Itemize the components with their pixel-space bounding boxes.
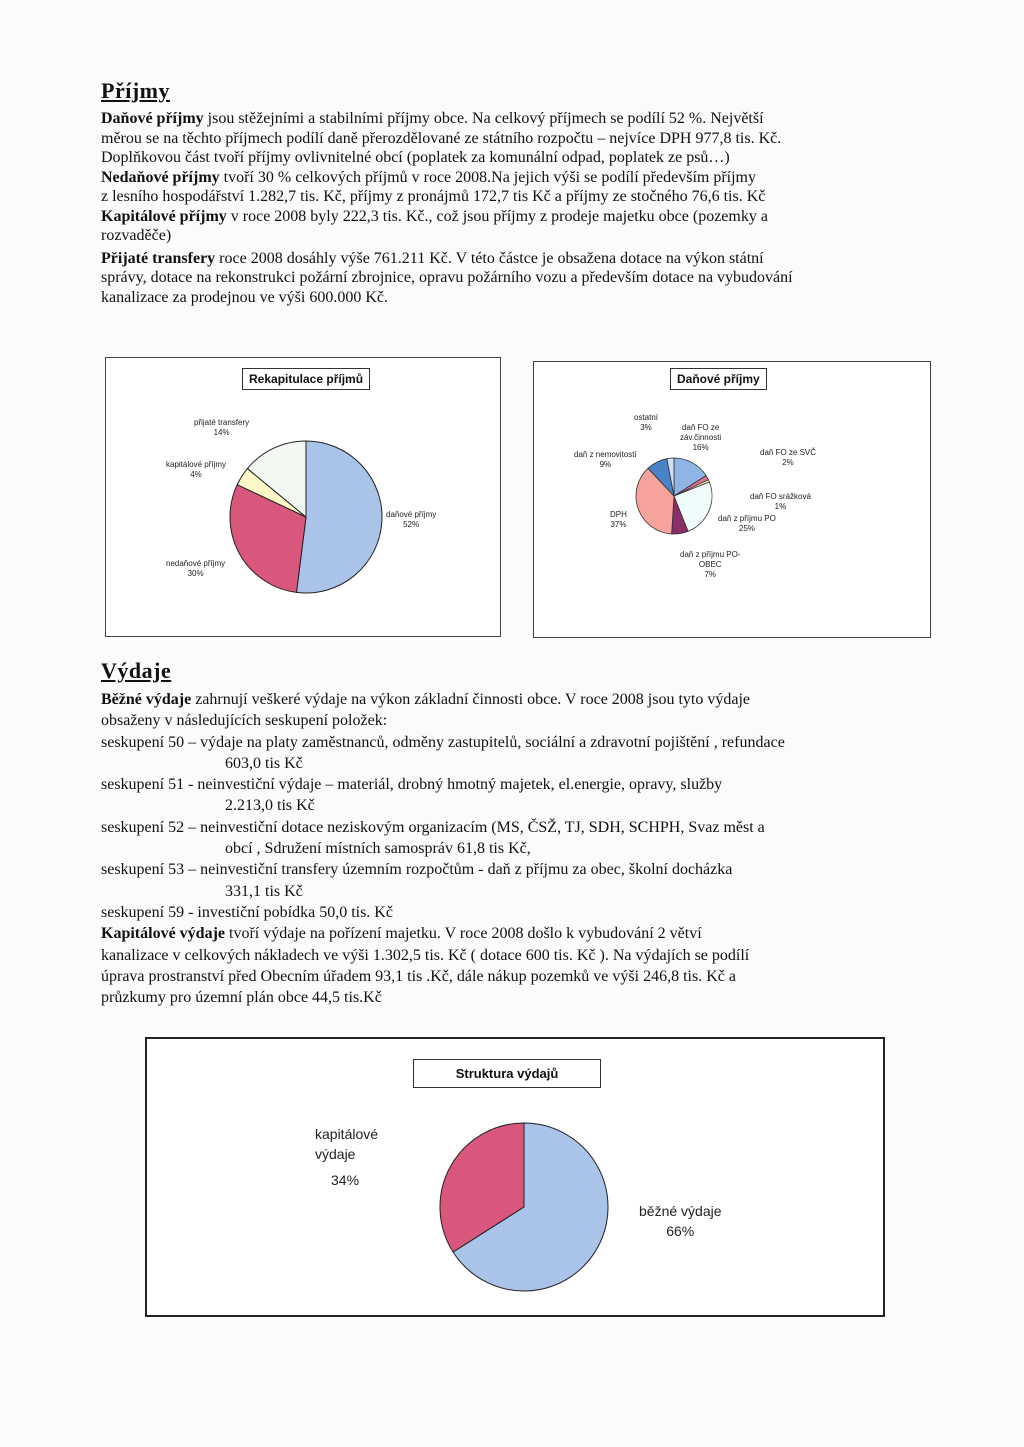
nontax-income-line: z lesního hospodářství 1.282,7 tis. Kč, příjmy z pronájmů 172,7 tis Kč a příjmy ze stočného 76,6 tis. Kč [101,188,766,205]
capital-expenses-label: Kapitálové výdaje [101,925,225,943]
group-59: seskupení 59 - investiční pobídka 50,0 tis. Kč [101,903,393,921]
group-52-amount: obcí , Sdružení místních samospráv 61,8 tis Kč, [225,840,531,858]
slice-label-employment: daň FO ze záv.činnosti 16% [680,423,722,452]
capital-expenses-line: kanalizace v celkových nákladech ve výši 1.302,5 tis. Kč ( dotace 600 tis. Kč ). Na výdajích se podílí [101,946,750,964]
tax-income-label: Daňové příjmy [101,110,204,127]
nontax-income-text: tvoří 30 % celkových příjmů v roce 2008.Na jejich výši se podílí především příjmy [219,168,756,186]
tax-income-text: jsou stěžejními a stabilními příjmy obce. Na celkový příjmech se podílí 52 %. Největší [203,110,764,127]
tax-income-chart [533,361,931,638]
tax-income-line: měrou se na těchto příjmech podílí daně přerozdělované ze státního rozpočtu – nejvíce DPH 977,8 tis. Kč. [101,129,782,147]
income-recap-pie [106,358,500,636]
transfers-line: správy, dotace na rekonstrukci požární zbrojnice, opravu požárního vozu a především dotace na vybudování [101,269,793,286]
slice-label-withholding: daň FO srážková 1% [750,492,811,511]
slice-label-other: ostatní 3% [634,413,659,432]
current-expenses-label: Běžné výdaje [101,691,192,708]
group-52: seskupení 52 – neinvestiční dotace neziskovým organizacím (MS, ČSŽ, TJ, SDH, SCHPH, Svaz měst a [101,818,765,836]
chart-title: Rekapitulace příjmů [242,368,370,390]
capital-expenses-line: průzkumy pro územní plán obce 44,5 tis.Kč [101,989,382,1007]
income-heading: Příjmy [101,78,170,103]
current-expenses-text: zahrnují veškeré výdaje na výkon základní činnosti obce. V roce 2008 jsou tyto výdaje [191,691,751,708]
slice-label-corporate-municipal: daň z příjmu PO- OBEC 7% [680,550,741,579]
tax-income-pie [534,362,930,637]
slice-label-transfers: přijaté transfery 14% [194,418,250,437]
expenses-text [101,689,931,1008]
capital-expenses-text: tvoří výdaje na pořízení majetku. V roce 2008 došlo k vybudování 2 větví [225,925,702,943]
slice-label-corporate: daň z příjmu PO 25% [718,514,776,533]
expenses-heading: Výdaje [101,658,172,683]
group-51-amount: 2.213,0 tis Kč [225,797,315,815]
expenses-structure-pie [147,1039,883,1315]
nontax-income-label: Nedaňové příjmy [101,168,220,186]
capital-expenses-line: úprava prostranství před Obecním úřadem 93,1 tis .Kč, dále nákup pozemků ve výši 246,8 tis. Kč a [101,967,736,985]
slice-label-current-expenses: běžné výdaje 66% [639,1203,722,1239]
transfers-line: kanalizace za prodejnou ve výši 600.000 Kč. [101,288,389,306]
expenses-structure-chart [145,1037,885,1317]
group-50: seskupení 50 – výdaje na platy zaměstnanců, odměny zastupitelů, sociální a zdravotní pojištění , refundace [101,733,785,751]
capital-income-text: v roce 2008 byly 222,3 tis. Kč., což jsou příjmy z prodeje majetku obce (pozemky a [226,207,768,225]
chart-title: Struktura výdajů [413,1059,601,1088]
slice-label-tax: daňové příjmy 52% [386,510,437,529]
income-text [101,109,931,307]
transfers-label: Přijaté transfery [101,249,216,267]
slice-label-capital-expenses: kapitálové výdaje 34% [315,1126,379,1188]
group-53: seskupení 53 – neinvestiční transfery územním rozpočtům - daň z příjmu za obec, školní docházka [101,861,733,879]
tax-income-line: Doplňkovou část tvoří příjmy ovlivnitelné obcí (poplatek za komunální odpad, poplatek ze psů…) [101,149,730,166]
chart-title: Daňové příjmy [670,368,767,390]
current-expenses-line: obsaženy v následujících seskupení položek: [101,712,388,730]
group-51: seskupení 51 - neinvestiční výdaje – materiál, drobný hmotný majetek, el.energie, opravy, služby [101,776,723,794]
transfers-text: roce 2008 dosáhly výše 761.211 Kč. V této částce je obsažena dotace na výkon státní [215,249,764,267]
slice-label-property: daň z nemovitostí 9% [574,450,637,469]
slice-label-capital: kapitálové příjmy 4% [166,460,227,479]
capital-income-label: Kapitálové příjmy [101,207,227,225]
slice-label-nontax: nedaňové příjmy 30% [166,559,226,578]
group-53-amount: 331,1 tis Kč [225,882,303,900]
income-recap-chart [105,357,501,637]
pie-slice-0 [296,441,382,593]
capital-income-line: rozvaděče) [101,227,172,244]
group-50-amount: 603,0 tis Kč [225,754,303,772]
slice-label-svc: daň FO ze SVČ 2% [760,448,817,467]
slice-label-vat: DPH 37% [610,510,627,529]
